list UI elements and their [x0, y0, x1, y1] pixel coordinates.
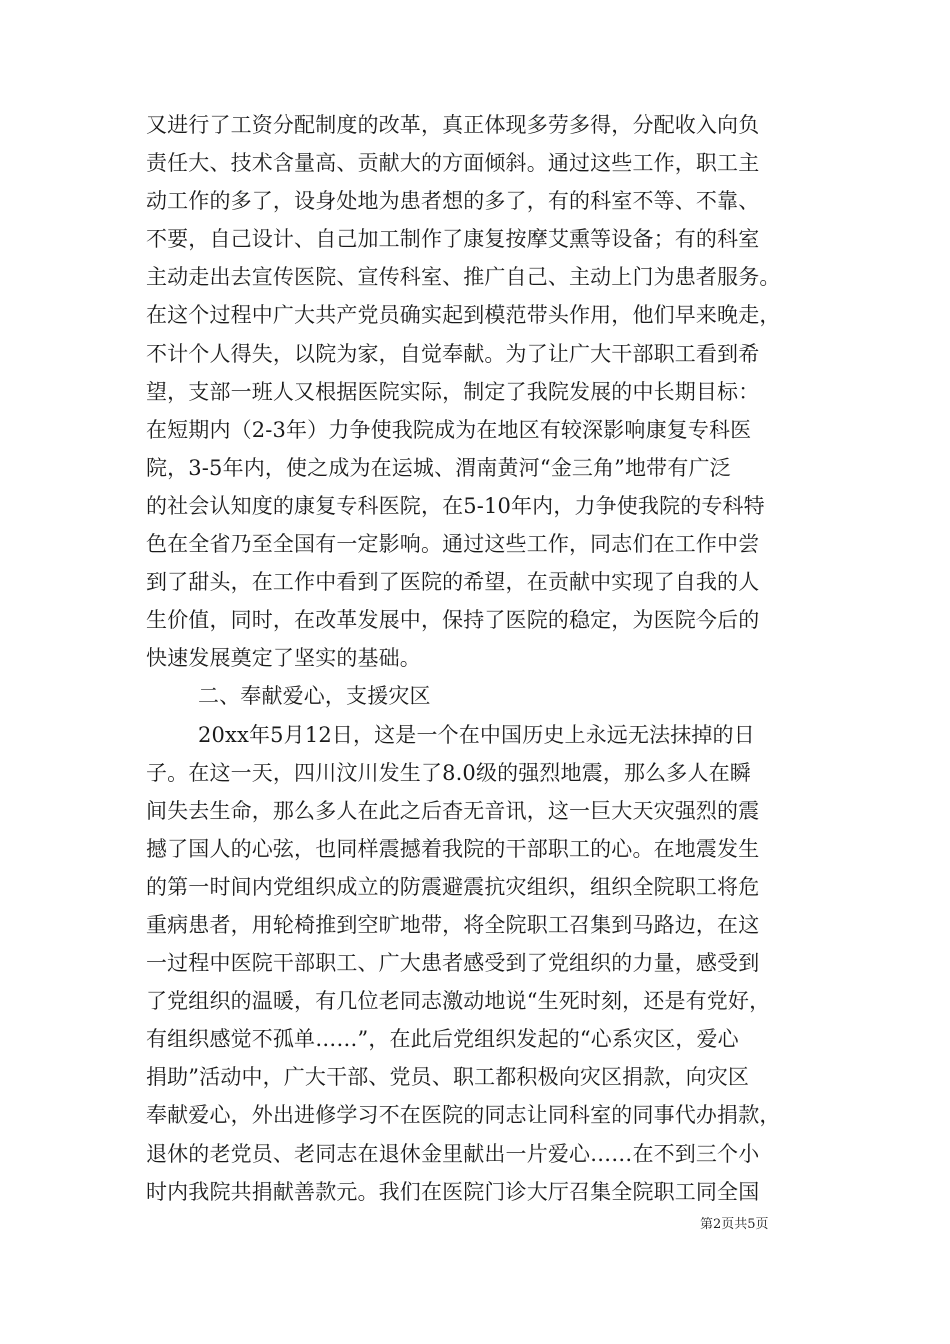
body-text — [146, 106, 810, 1211]
paragraph-line: 一过程中医院干部职工、广大患者感受到了党组织的力量，感受到 — [146, 951, 760, 976]
paragraph-line: 了党组织的温暖，有几位老同志激动地说“生死时刻，还是有党好， — [146, 989, 771, 1014]
paragraph-line: 不计个人得失，以院为家，自觉奉献。为了让广大干部职工看到希 — [146, 341, 760, 366]
paragraph-line: 退休的老党员、老同志在退休金里献出一片爱心……在不到三个小 — [146, 1141, 760, 1166]
paragraph-line: 又进行了工资分配制度的改革，真正体现多劳多得，分配收入向负 — [146, 113, 760, 137]
page-number: 第2页共5页 — [700, 1217, 769, 1232]
paragraph-line: 动工作的多了，设身处地为患者想的多了，有的科室不等、不靠、 — [146, 189, 760, 214]
paragraph-line: 间失去生命，那么多人在此之后杳无音讯，这一巨大天灾强烈的震 — [146, 798, 760, 823]
paragraph-line: 不要，自己设计、自己加工制作了康复按摩艾熏等设备；有的科室 — [146, 227, 760, 252]
paragraph-line: 到了甜头，在工作中看到了医院的希望，在贡献中实现了自我的人 — [146, 570, 760, 595]
paragraph-line: 20xx年5月12日，这是一个在中国历史上永远无法抹掉的日 — [198, 722, 755, 747]
paragraph-line: 主动走出去宣传医院、宣传科室、推广自己、主动上门为患者服务。 — [146, 265, 781, 290]
paragraph-line: 的社会认知度的康复专科医院，在5-10年内，力争使我院的专科特 — [146, 493, 765, 518]
section-heading: 二、奉献爱心，支援灾区 — [198, 684, 431, 709]
paragraph-line: 子。在这一天，四川汶川发生了8.0级的强烈地震，那么多人在瞬 — [146, 760, 751, 785]
paragraph-line: 望，支部一班人又根据医院实际，制定了我院发展的中长期目标： — [146, 379, 760, 404]
paragraph-line: 捐助”活动中，广大干部、党员、职工都积极向灾区捐款，向灾区 — [146, 1065, 750, 1090]
paragraph-line: 撼了国人的心弦，也同样震撼着我院的干部职工的心。在地震发生 — [146, 836, 760, 861]
paragraph-line: 重病患者，用轮椅推到空旷地带，将全院职工召集到马路边，在这 — [146, 912, 760, 937]
paragraph-line: 的第一时间内党组织成立的防震避震抗灾组织，组织全院职工将危 — [146, 874, 760, 899]
paragraph-line: 在短期内（2-3年）力争使我院成为在地区有较深影响康复专科医 — [146, 417, 752, 442]
paragraph-line: 有组织感觉不孤单……”，在此后党组织发起的“心系灾区，爱心 — [146, 1027, 739, 1052]
paragraph-line: 奉献爱心，外出进修学习不在医院的同志让同科室的同事代办捐款， — [146, 1103, 781, 1128]
paragraph-line: 责任大、技术含量高、贡献大的方面倾斜。通过这些工作，职工主 — [146, 151, 760, 176]
paragraph-line: 色在全省乃至全国有一定影响。通过这些工作，同志们在工作中尝 — [146, 532, 760, 557]
paragraph-line: 时内我院共捐献善款元。我们在医院门诊大厅召集全院职工同全国 — [146, 1179, 760, 1204]
paragraph-line: 生价值，同时，在改革发展中，保持了医院的稳定，为医院今后的 — [146, 608, 760, 633]
paragraph-line: 快速发展奠定了坚实的基础。 — [146, 646, 421, 671]
paragraph-line: 院，3-5年内，使之成为在运城、渭南黄河“金三角”地带有广泛 — [146, 455, 731, 480]
paragraph-line: 在这个过程中广大共产党员确实起到模范带头作用，他们早来晚走， — [146, 303, 781, 328]
